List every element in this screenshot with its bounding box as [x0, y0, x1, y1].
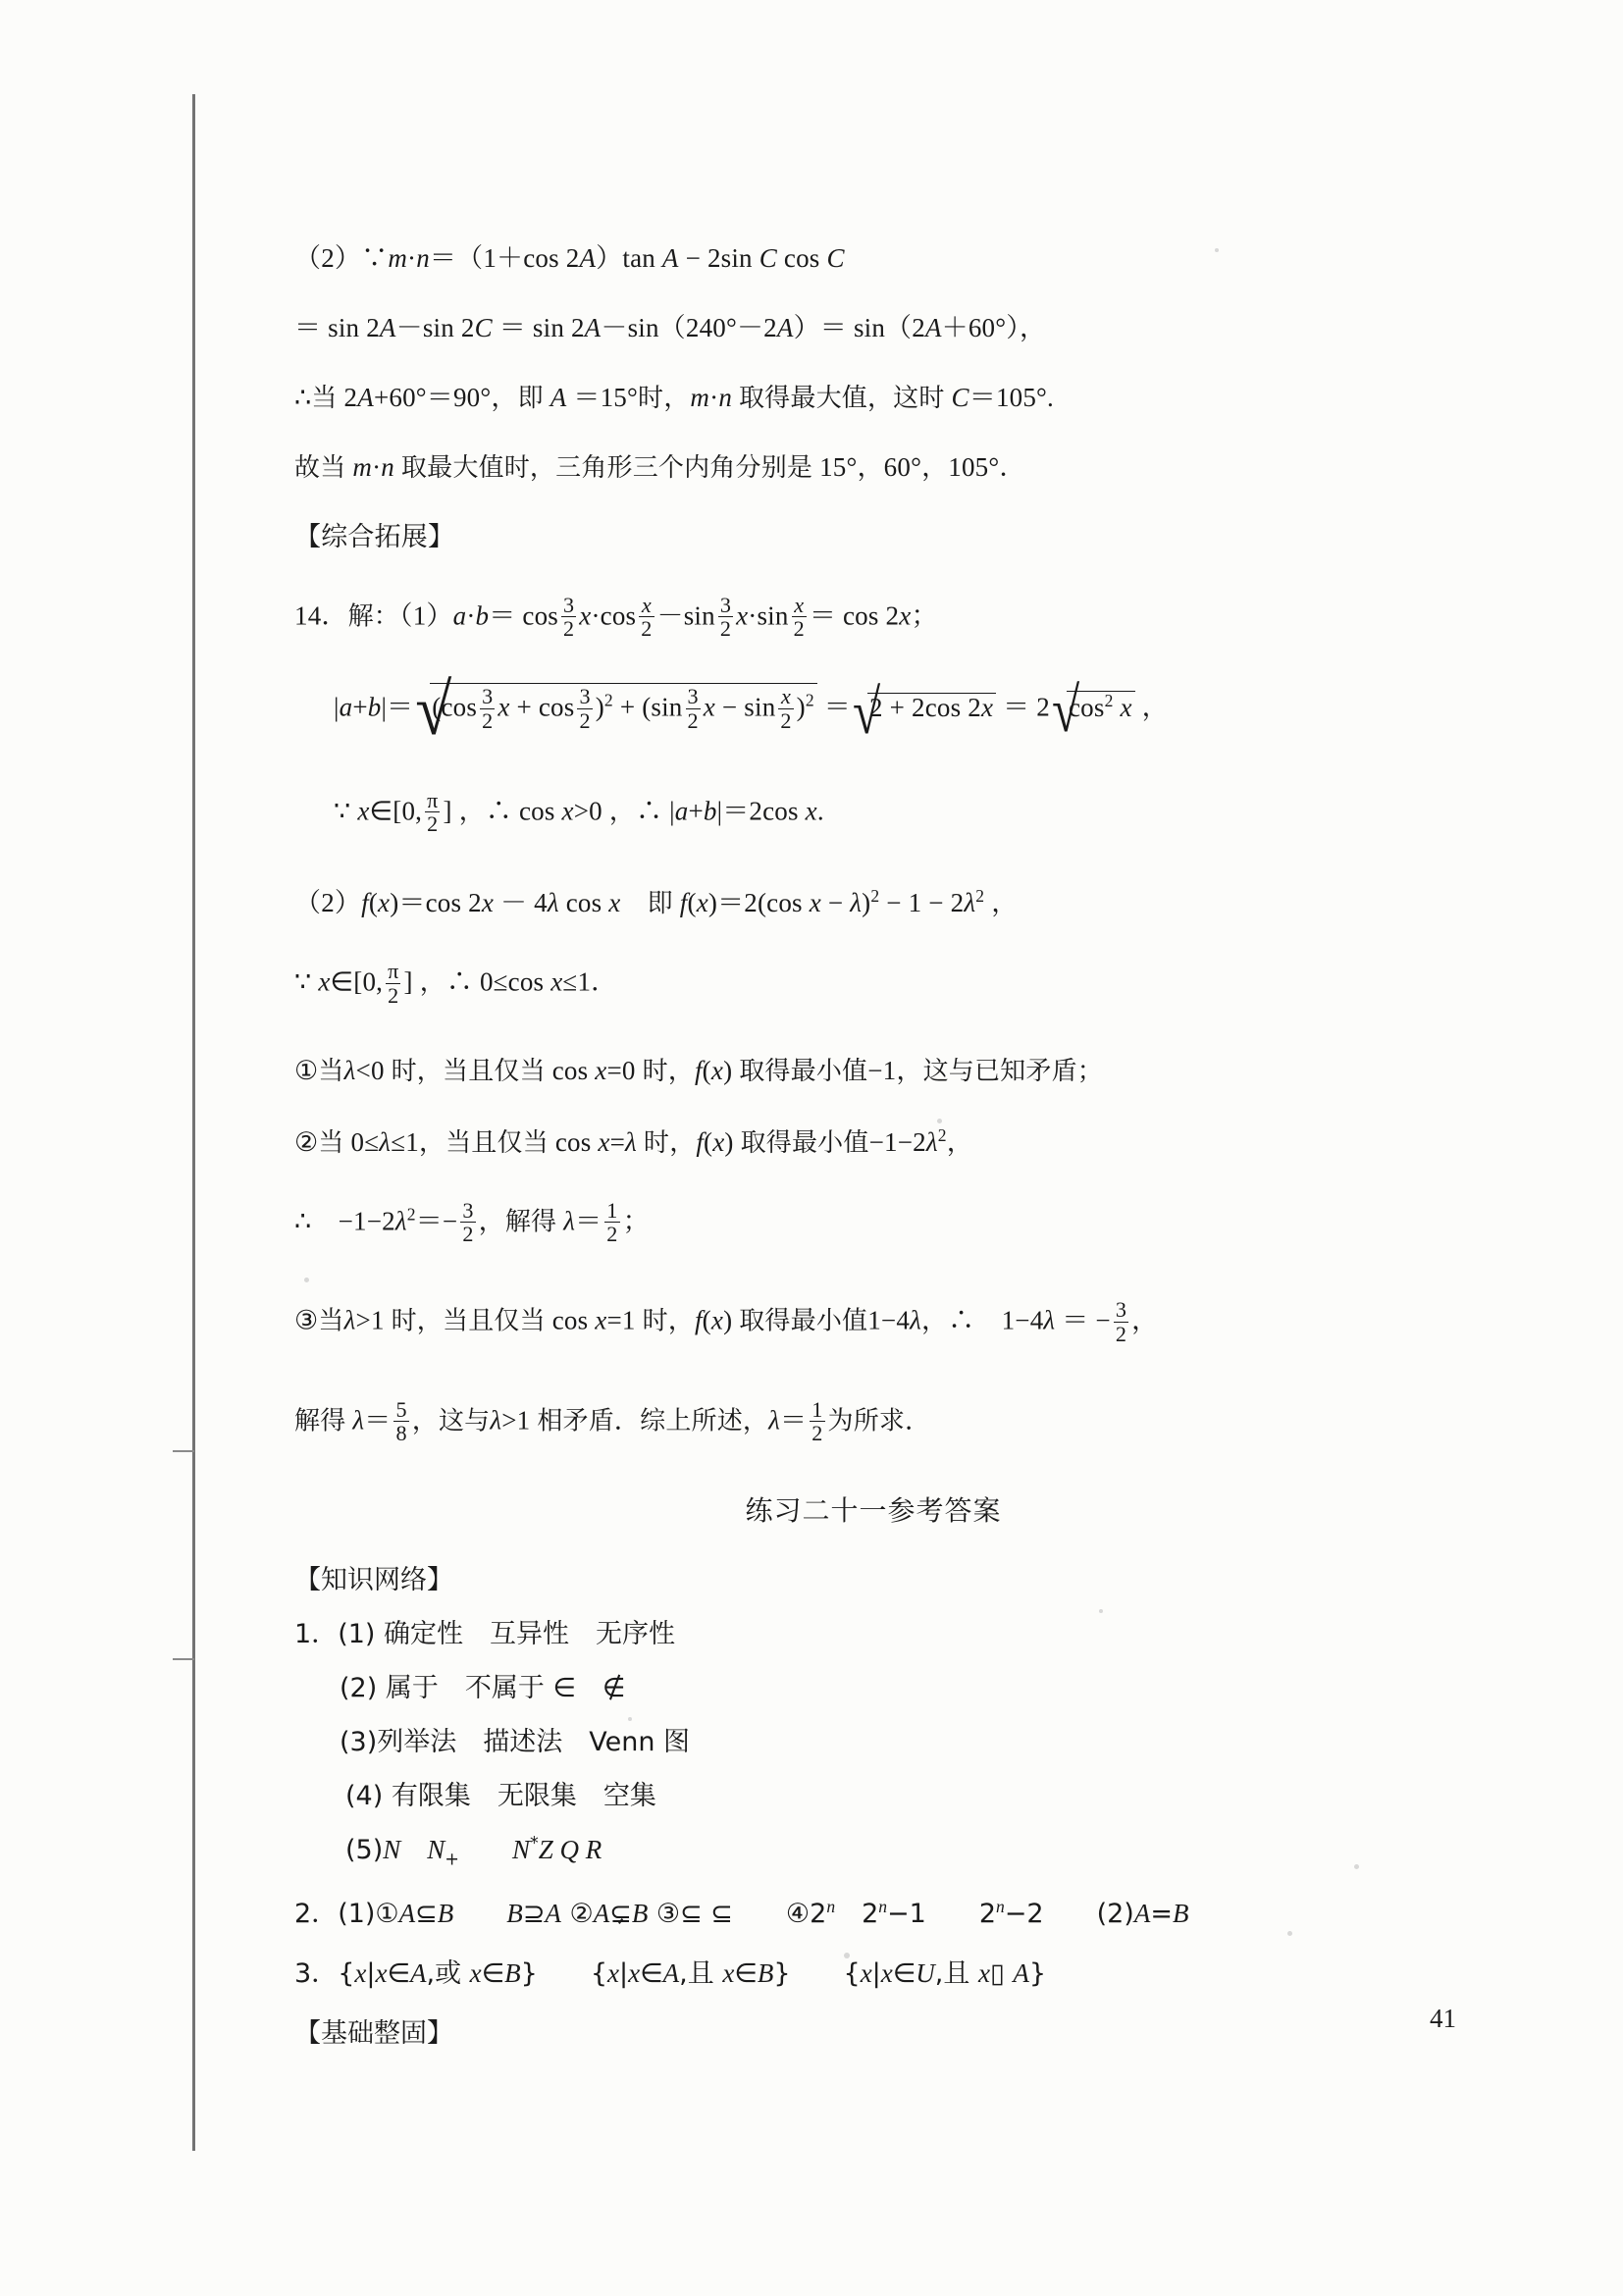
math-line-4: 故当 m·n 取最大值时，三角形三个内角分别是 15°，60°，105°． — [294, 452, 1026, 483]
margin-tick — [173, 1658, 194, 1660]
math-line-9: ∵ x∈[0, $\frac{\pi}{2}$ ] ，∴ 0≤cos x≤1． — [294, 959, 618, 1008]
math-line-7: ∵ x∈[0, $\frac{\pi}{2}$ ] ，∴ cos x>0 ，∴ |a+b|＝2cos x. — [334, 787, 824, 837]
heading-comprehensive: 【综合拓展】 — [294, 522, 455, 552]
heading-foundation: 【基础整固】 — [294, 2017, 453, 2049]
math-line-6: |a+b|＝ √ (cos $\frac{3}{2}$ x + cos $\frac{3}{2}$ )$^2$ + (sin $\frac{3}{2}$ x − sin $\frac{x}{2}$ )$^2$ ＝ √ 2 + 2cos 2x ＝ 2 √ $\cos^2 x$ ， — [294, 683, 1452, 731]
page-number: 41 — [1430, 2004, 1456, 2033]
answer-1-item-4: (4) 有限集 无限集 空集 — [345, 1781, 656, 1812]
heading-knowledge-network: 【知识网络】 — [294, 1565, 453, 1596]
math-line-8: （2）f(x)＝cos 2x － 4λ cos x 即 f(x)＝2(cos $x - \lambda)^2 - 1 - 2\lambda^2$ ， — [294, 886, 1019, 919]
math-line-13: ③当λ>1 时，当且仅当 cos x=1 时，f(x) 取得最小值1−4λ，∴ 1−4λ ＝ − $\frac{3}{2}$ ， — [294, 1297, 1159, 1346]
answer-2-line: 2．(1)①A⊆B B⊇A ②A⊊B ③⊆ ⊆ ④2$^n$ $2^n-1$ $2^n-2$ (2)A=B — [294, 1896, 1189, 1929]
answer-1-item-3: (3)列举法 描述法 Venn 图 — [340, 1727, 691, 1758]
math-line-1: （2）∵m·n＝（1＋cos 2A）tan A − 2sin C cos C — [294, 243, 845, 273]
math-line-5: 14．解：（1）a·b＝ cos $\frac{3}{2}$ x·cos $\frac{x}{2}$ －sin $\frac{3}{2}$ x·sin $\frac{x}{2}$ ＝ cos 2x； — [294, 593, 938, 642]
answer-1-item-2: (2) 属于 不属于 ∈ ∉ — [340, 1673, 626, 1704]
math-line-12: ∴ $-1-2\lambda^2=-$ $\frac{3}{2}$ ，解得 λ＝ $\frac{1}{2}$ ； — [294, 1197, 650, 1247]
math-line-2: ＝ sin 2A－sin 2C ＝ sin 2A－sin（240°－2A）＝ sin（2A＋60°）， — [294, 313, 1047, 342]
page-body — [294, 245, 1452, 2071]
answers-block — [294, 1558, 1452, 2049]
math-line-10: ①当λ<0 时，当且仅当 cos x=0 时，f(x) 取得最小值−1，这与已知矛盾； — [294, 1055, 1103, 1086]
left-margin-rule — [192, 94, 195, 2151]
math-line-11: ②当 0≤λ≤1，当且仅当 cos x=λ 时，f(x) 取得最小值$-1-2\lambda^2$， — [294, 1124, 973, 1158]
answer-1-label: 1． — [294, 1619, 339, 1650]
math-line-14: 解得 λ＝ $\frac{5}{8}$ ，这与λ>1 相矛盾．综上所述，λ＝ $\frac{1}{2}$ 为所求． — [294, 1396, 931, 1446]
answer-3-line: 3．{x|x∈A,或 x∈B} {x|x∈A,且 x∈B} {x|x∈U,且 x▯ A} — [294, 1957, 1047, 1989]
answer-1-line-1 — [294, 1612, 1452, 1650]
margin-tick — [173, 1450, 194, 1452]
answer-3-label: 3． — [294, 1957, 339, 1989]
answer-2-label: 2． — [294, 1898, 339, 1929]
answer-1-item-5: (5)N $N_+$ N*Z Q R — [345, 1834, 602, 1870]
math-line-3: ∴当 2A+60°＝90°，即 A ＝15°时，m·n 取得最大值，这时 C＝105°. — [294, 383, 1054, 413]
answer-1-item-1: (1) 确定性 互异性 无序性 — [338, 1619, 676, 1650]
section-title: 练习二十一参考答案 — [745, 1494, 1002, 1528]
